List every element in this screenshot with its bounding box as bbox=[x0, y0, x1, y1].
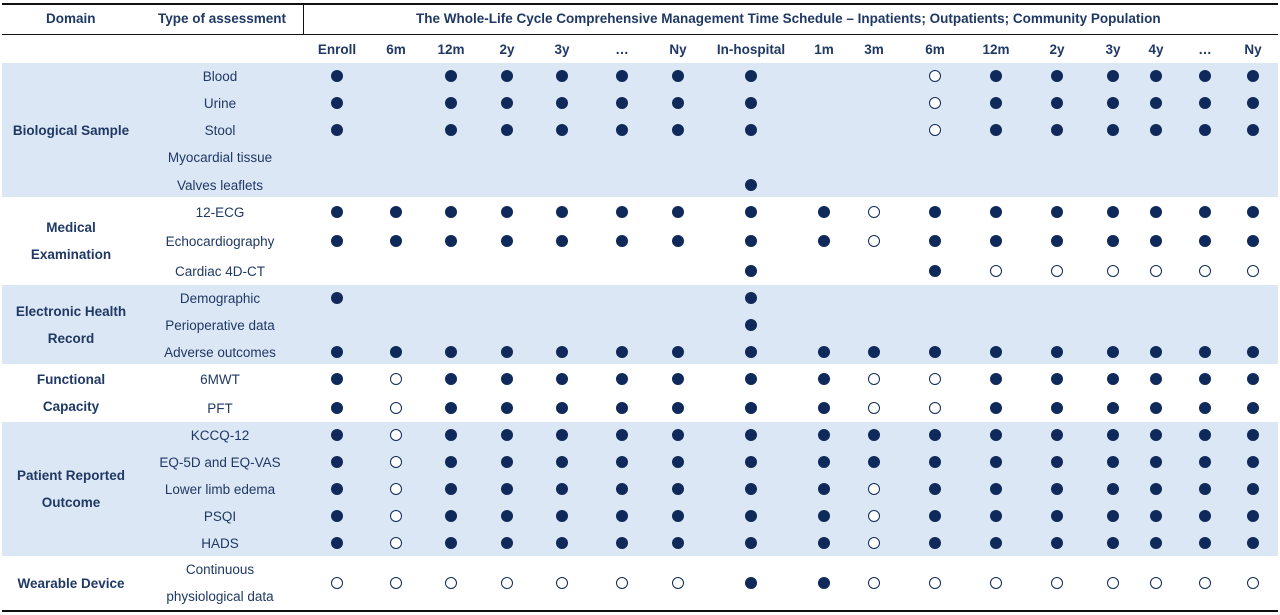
open-dot bbox=[1150, 265, 1162, 277]
filled-dot bbox=[990, 124, 1002, 136]
filled-dot bbox=[745, 265, 757, 277]
open-dot bbox=[868, 235, 880, 247]
open-dot bbox=[390, 429, 402, 441]
filled-dot bbox=[818, 429, 830, 441]
filled-dot bbox=[672, 70, 684, 82]
filled-dot bbox=[1247, 70, 1259, 82]
assessment-label: KCCQ-12 bbox=[190, 427, 250, 443]
domain-header: Domain bbox=[46, 11, 96, 26]
filled-dot bbox=[818, 510, 830, 522]
column-header: … bbox=[615, 42, 629, 57]
filled-dot bbox=[501, 97, 513, 109]
open-dot bbox=[868, 577, 880, 589]
open-dot bbox=[868, 402, 880, 414]
filled-dot bbox=[331, 97, 343, 109]
column-header: 12m bbox=[437, 42, 465, 57]
filled-dot bbox=[331, 124, 343, 136]
filled-dot bbox=[501, 70, 513, 82]
column-header: 3m bbox=[864, 42, 884, 57]
filled-dot bbox=[616, 70, 628, 82]
filled-dot bbox=[445, 537, 457, 549]
domain-label: Patient Reported Outcome bbox=[16, 468, 125, 510]
open-dot bbox=[929, 402, 941, 414]
open-dot bbox=[1247, 265, 1259, 277]
assessment-label: Cardiac 4D-CT bbox=[174, 263, 266, 279]
filled-dot bbox=[990, 70, 1002, 82]
filled-dot bbox=[445, 373, 457, 385]
open-dot bbox=[1051, 577, 1063, 589]
filled-dot bbox=[1199, 124, 1211, 136]
assessment-label: Urine bbox=[203, 95, 237, 111]
column-header: Enroll bbox=[317, 42, 357, 57]
filled-dot bbox=[390, 346, 402, 358]
filled-dot bbox=[745, 97, 757, 109]
open-dot bbox=[1199, 265, 1211, 277]
filled-dot bbox=[445, 483, 457, 495]
filled-dot bbox=[929, 235, 941, 247]
filled-dot bbox=[1247, 483, 1259, 495]
filled-dot bbox=[390, 235, 402, 247]
filled-dot bbox=[445, 97, 457, 109]
open-dot bbox=[390, 510, 402, 522]
filled-dot bbox=[556, 456, 568, 468]
filled-dot bbox=[1247, 373, 1259, 385]
filled-dot bbox=[1107, 97, 1119, 109]
filled-dot bbox=[556, 206, 568, 218]
filled-dot bbox=[1051, 373, 1063, 385]
filled-dot bbox=[990, 373, 1002, 385]
band-separator bbox=[2, 420, 1278, 422]
filled-dot bbox=[616, 429, 628, 441]
filled-dot bbox=[672, 235, 684, 247]
filled-dot bbox=[990, 456, 1002, 468]
filled-dot bbox=[556, 402, 568, 414]
filled-dot bbox=[1051, 124, 1063, 136]
filled-dot bbox=[331, 70, 343, 82]
filled-dot bbox=[818, 346, 830, 358]
filled-dot bbox=[1247, 124, 1259, 136]
filled-dot bbox=[1051, 456, 1063, 468]
filled-dot bbox=[501, 510, 513, 522]
filled-dot bbox=[929, 456, 941, 468]
filled-dot bbox=[1107, 429, 1119, 441]
filled-dot bbox=[390, 206, 402, 218]
filled-dot bbox=[1150, 373, 1162, 385]
column-header: Ny bbox=[1244, 42, 1262, 57]
filled-dot bbox=[745, 429, 757, 441]
filled-dot bbox=[556, 537, 568, 549]
filled-dot bbox=[1150, 70, 1162, 82]
column-header: 4y bbox=[1148, 42, 1164, 57]
filled-dot bbox=[672, 510, 684, 522]
assessment-label: Lower limb edema bbox=[164, 481, 276, 497]
filled-dot bbox=[1150, 537, 1162, 549]
filled-dot bbox=[501, 373, 513, 385]
filled-dot bbox=[818, 373, 830, 385]
filled-dot bbox=[1051, 483, 1063, 495]
filled-dot bbox=[818, 483, 830, 495]
filled-dot bbox=[745, 179, 757, 191]
filled-dot bbox=[1199, 235, 1211, 247]
filled-dot bbox=[1247, 456, 1259, 468]
filled-dot bbox=[556, 483, 568, 495]
open-dot bbox=[1051, 265, 1063, 277]
open-dot bbox=[990, 577, 1002, 589]
filled-dot bbox=[672, 537, 684, 549]
filled-dot bbox=[1107, 124, 1119, 136]
filled-dot bbox=[868, 456, 880, 468]
open-dot bbox=[556, 577, 568, 589]
filled-dot bbox=[868, 429, 880, 441]
filled-dot bbox=[745, 402, 757, 414]
open-dot bbox=[1107, 265, 1119, 277]
filled-dot bbox=[445, 346, 457, 358]
filled-dot bbox=[1150, 206, 1162, 218]
filled-dot bbox=[745, 483, 757, 495]
filled-dot bbox=[331, 483, 343, 495]
filled-dot bbox=[745, 346, 757, 358]
filled-dot bbox=[1247, 429, 1259, 441]
filled-dot bbox=[929, 537, 941, 549]
column-header: 3y bbox=[554, 42, 570, 57]
domain-label: Functional Capacity bbox=[36, 372, 106, 414]
filled-dot bbox=[1199, 510, 1211, 522]
filled-dot bbox=[745, 577, 757, 589]
filled-dot bbox=[1150, 124, 1162, 136]
filled-dot bbox=[501, 206, 513, 218]
assessment-label: Stool bbox=[204, 122, 236, 138]
open-dot bbox=[868, 206, 880, 218]
assessment-label: HADS bbox=[201, 535, 239, 551]
open-dot bbox=[501, 577, 513, 589]
filled-dot bbox=[1199, 483, 1211, 495]
filled-dot bbox=[990, 402, 1002, 414]
filled-dot bbox=[1107, 235, 1119, 247]
column-header: 1m bbox=[814, 42, 834, 57]
filled-dot bbox=[445, 206, 457, 218]
filled-dot bbox=[331, 402, 343, 414]
assessment-label: 12-ECG bbox=[195, 204, 245, 220]
filled-dot bbox=[501, 456, 513, 468]
open-dot bbox=[868, 483, 880, 495]
filled-dot bbox=[745, 206, 757, 218]
filled-dot bbox=[331, 292, 343, 304]
open-dot bbox=[929, 97, 941, 109]
open-dot bbox=[868, 510, 880, 522]
assessment-label: PFT bbox=[207, 400, 233, 416]
filled-dot bbox=[1247, 97, 1259, 109]
filled-dot bbox=[445, 429, 457, 441]
column-header: … bbox=[1198, 42, 1212, 57]
filled-dot bbox=[1150, 97, 1162, 109]
domain-label: Electronic Health Record bbox=[15, 303, 127, 346]
filled-dot bbox=[445, 402, 457, 414]
filled-dot bbox=[672, 124, 684, 136]
top-rule bbox=[2, 3, 1278, 5]
filled-dot bbox=[1107, 456, 1119, 468]
filled-dot bbox=[990, 206, 1002, 218]
open-dot bbox=[1150, 577, 1162, 589]
filled-dot bbox=[1107, 483, 1119, 495]
open-dot bbox=[868, 537, 880, 549]
filled-dot bbox=[501, 346, 513, 358]
open-dot bbox=[390, 483, 402, 495]
filled-dot bbox=[1107, 206, 1119, 218]
bottom-rule bbox=[2, 610, 1278, 612]
filled-dot bbox=[929, 510, 941, 522]
filled-dot bbox=[1247, 235, 1259, 247]
filled-dot bbox=[1051, 510, 1063, 522]
filled-dot bbox=[1199, 70, 1211, 82]
filled-dot bbox=[1199, 537, 1211, 549]
filled-dot bbox=[1107, 510, 1119, 522]
assessment-label: Echocardiography bbox=[165, 233, 275, 249]
filled-dot bbox=[745, 292, 757, 304]
filled-dot bbox=[1247, 537, 1259, 549]
filled-dot bbox=[1107, 373, 1119, 385]
filled-dot bbox=[501, 402, 513, 414]
filled-dot bbox=[556, 429, 568, 441]
filled-dot bbox=[1199, 346, 1211, 358]
open-dot bbox=[929, 70, 941, 82]
assessment-label: Demographic bbox=[179, 290, 261, 306]
filled-dot bbox=[331, 537, 343, 549]
filled-dot bbox=[501, 483, 513, 495]
filled-dot bbox=[501, 429, 513, 441]
filled-dot bbox=[1247, 510, 1259, 522]
filled-dot bbox=[1150, 483, 1162, 495]
filled-dot bbox=[818, 537, 830, 549]
open-dot bbox=[390, 537, 402, 549]
assessment-label: PSQI bbox=[203, 508, 237, 524]
filled-dot bbox=[1199, 429, 1211, 441]
filled-dot bbox=[672, 402, 684, 414]
filled-dot bbox=[616, 373, 628, 385]
filled-dot bbox=[745, 510, 757, 522]
filled-dot bbox=[990, 97, 1002, 109]
filled-dot bbox=[672, 346, 684, 358]
open-dot bbox=[390, 577, 402, 589]
filled-dot bbox=[990, 235, 1002, 247]
filled-dot bbox=[331, 510, 343, 522]
filled-dot bbox=[672, 373, 684, 385]
type-header: Type of assessment bbox=[158, 11, 287, 26]
filled-dot bbox=[1199, 456, 1211, 468]
filled-dot bbox=[1051, 537, 1063, 549]
filled-dot bbox=[331, 456, 343, 468]
filled-dot bbox=[1051, 70, 1063, 82]
filled-dot bbox=[929, 206, 941, 218]
filled-dot bbox=[556, 70, 568, 82]
filled-dot bbox=[331, 373, 343, 385]
filled-dot bbox=[929, 429, 941, 441]
filled-dot bbox=[501, 124, 513, 136]
filled-dot bbox=[1051, 97, 1063, 109]
filled-dot bbox=[745, 124, 757, 136]
header-rule bbox=[2, 34, 1278, 35]
filled-dot bbox=[616, 537, 628, 549]
filled-dot bbox=[556, 124, 568, 136]
filled-dot bbox=[868, 346, 880, 358]
filled-dot bbox=[331, 346, 343, 358]
filled-dot bbox=[990, 537, 1002, 549]
filled-dot bbox=[1107, 402, 1119, 414]
filled-dot bbox=[616, 402, 628, 414]
filled-dot bbox=[1150, 235, 1162, 247]
filled-dot bbox=[556, 97, 568, 109]
band-separator bbox=[2, 364, 1278, 366]
open-dot bbox=[1107, 577, 1119, 589]
assessment-label: Blood bbox=[202, 68, 238, 84]
filled-dot bbox=[1150, 456, 1162, 468]
filled-dot bbox=[1199, 206, 1211, 218]
column-header: 6m bbox=[386, 42, 406, 57]
domain-label: Medical Examination bbox=[30, 220, 112, 262]
filled-dot bbox=[745, 456, 757, 468]
filled-dot bbox=[616, 124, 628, 136]
open-dot bbox=[390, 456, 402, 468]
column-header: 2y bbox=[1049, 42, 1065, 57]
column-header: 6m bbox=[925, 42, 945, 57]
filled-dot bbox=[929, 483, 941, 495]
filled-dot bbox=[1150, 346, 1162, 358]
filled-dot bbox=[672, 429, 684, 441]
assessment-label: 6MWT bbox=[200, 371, 240, 387]
filled-dot bbox=[616, 346, 628, 358]
assessment-label: Perioperative data bbox=[165, 317, 275, 333]
assessment-label: Continuous physiological data bbox=[166, 562, 274, 604]
filled-dot bbox=[616, 206, 628, 218]
column-header: 3y bbox=[1105, 42, 1121, 57]
column-header: 2y bbox=[499, 42, 515, 57]
filled-dot bbox=[1051, 346, 1063, 358]
filled-dot bbox=[1199, 402, 1211, 414]
filled-dot bbox=[445, 235, 457, 247]
domain-label: Wearable Device bbox=[17, 576, 125, 591]
filled-dot bbox=[556, 346, 568, 358]
filled-dot bbox=[556, 235, 568, 247]
filled-dot bbox=[1107, 537, 1119, 549]
filled-dot bbox=[1107, 70, 1119, 82]
filled-dot bbox=[672, 483, 684, 495]
domain-label: Biological Sample bbox=[12, 123, 130, 138]
assessment-label: Valves leaflets bbox=[176, 177, 264, 193]
open-dot bbox=[390, 402, 402, 414]
filled-dot bbox=[331, 206, 343, 218]
filled-dot bbox=[556, 510, 568, 522]
filled-dot bbox=[445, 124, 457, 136]
filled-dot bbox=[1150, 402, 1162, 414]
open-dot bbox=[868, 373, 880, 385]
filled-dot bbox=[1051, 235, 1063, 247]
band-separator bbox=[2, 283, 1278, 285]
filled-dot bbox=[818, 402, 830, 414]
filled-dot bbox=[616, 97, 628, 109]
filled-dot bbox=[556, 373, 568, 385]
filled-dot bbox=[1107, 346, 1119, 358]
band-separator bbox=[2, 197, 1278, 199]
assessment-label: Adverse outcomes bbox=[164, 344, 276, 360]
filled-dot bbox=[990, 429, 1002, 441]
filled-dot bbox=[1051, 402, 1063, 414]
filled-dot bbox=[331, 235, 343, 247]
filled-dot bbox=[1247, 206, 1259, 218]
filled-dot bbox=[445, 70, 457, 82]
filled-dot bbox=[1051, 429, 1063, 441]
filled-dot bbox=[1199, 373, 1211, 385]
filled-dot bbox=[745, 319, 757, 331]
filled-dot bbox=[1150, 510, 1162, 522]
filled-dot bbox=[745, 235, 757, 247]
filled-dot bbox=[1150, 429, 1162, 441]
filled-dot bbox=[818, 577, 830, 589]
filled-dot bbox=[1051, 206, 1063, 218]
band-separator bbox=[2, 556, 1278, 558]
open-dot bbox=[445, 577, 457, 589]
schedule-title: The Whole-Life Cycle Comprehensive Management Time Schedule – Inpatients; Outpatients; Community Population bbox=[416, 11, 1161, 26]
open-dot bbox=[672, 577, 684, 589]
filled-dot bbox=[331, 429, 343, 441]
filled-dot bbox=[745, 373, 757, 385]
filled-dot bbox=[818, 206, 830, 218]
open-dot bbox=[331, 577, 343, 589]
open-dot bbox=[929, 124, 941, 136]
filled-dot bbox=[990, 346, 1002, 358]
assessment-label: EQ-5D and EQ-VAS bbox=[159, 454, 281, 470]
filled-dot bbox=[745, 70, 757, 82]
filled-dot bbox=[445, 456, 457, 468]
filled-dot bbox=[616, 235, 628, 247]
column-header: In-hospital bbox=[716, 42, 786, 57]
filled-dot bbox=[990, 510, 1002, 522]
assessment-label: Myocardial tissue bbox=[167, 149, 273, 165]
open-dot bbox=[1199, 577, 1211, 589]
filled-dot bbox=[501, 235, 513, 247]
filled-dot bbox=[616, 510, 628, 522]
open-dot bbox=[990, 265, 1002, 277]
filled-dot bbox=[929, 346, 941, 358]
column-header: 12m bbox=[982, 42, 1010, 57]
filled-dot bbox=[990, 483, 1002, 495]
filled-dot bbox=[745, 537, 757, 549]
filled-dot bbox=[818, 235, 830, 247]
column-header: Ny bbox=[669, 42, 687, 57]
filled-dot bbox=[672, 206, 684, 218]
open-dot bbox=[929, 577, 941, 589]
open-dot bbox=[616, 577, 628, 589]
filled-dot bbox=[445, 510, 457, 522]
filled-dot bbox=[501, 537, 513, 549]
filled-dot bbox=[1247, 402, 1259, 414]
header-separator bbox=[303, 5, 304, 35]
filled-dot bbox=[818, 456, 830, 468]
open-dot bbox=[1247, 577, 1259, 589]
open-dot bbox=[390, 373, 402, 385]
filled-dot bbox=[672, 456, 684, 468]
filled-dot bbox=[1247, 346, 1259, 358]
filled-dot bbox=[1199, 97, 1211, 109]
filled-dot bbox=[672, 97, 684, 109]
filled-dot bbox=[616, 483, 628, 495]
filled-dot bbox=[616, 456, 628, 468]
open-dot bbox=[929, 373, 941, 385]
filled-dot bbox=[929, 265, 941, 277]
